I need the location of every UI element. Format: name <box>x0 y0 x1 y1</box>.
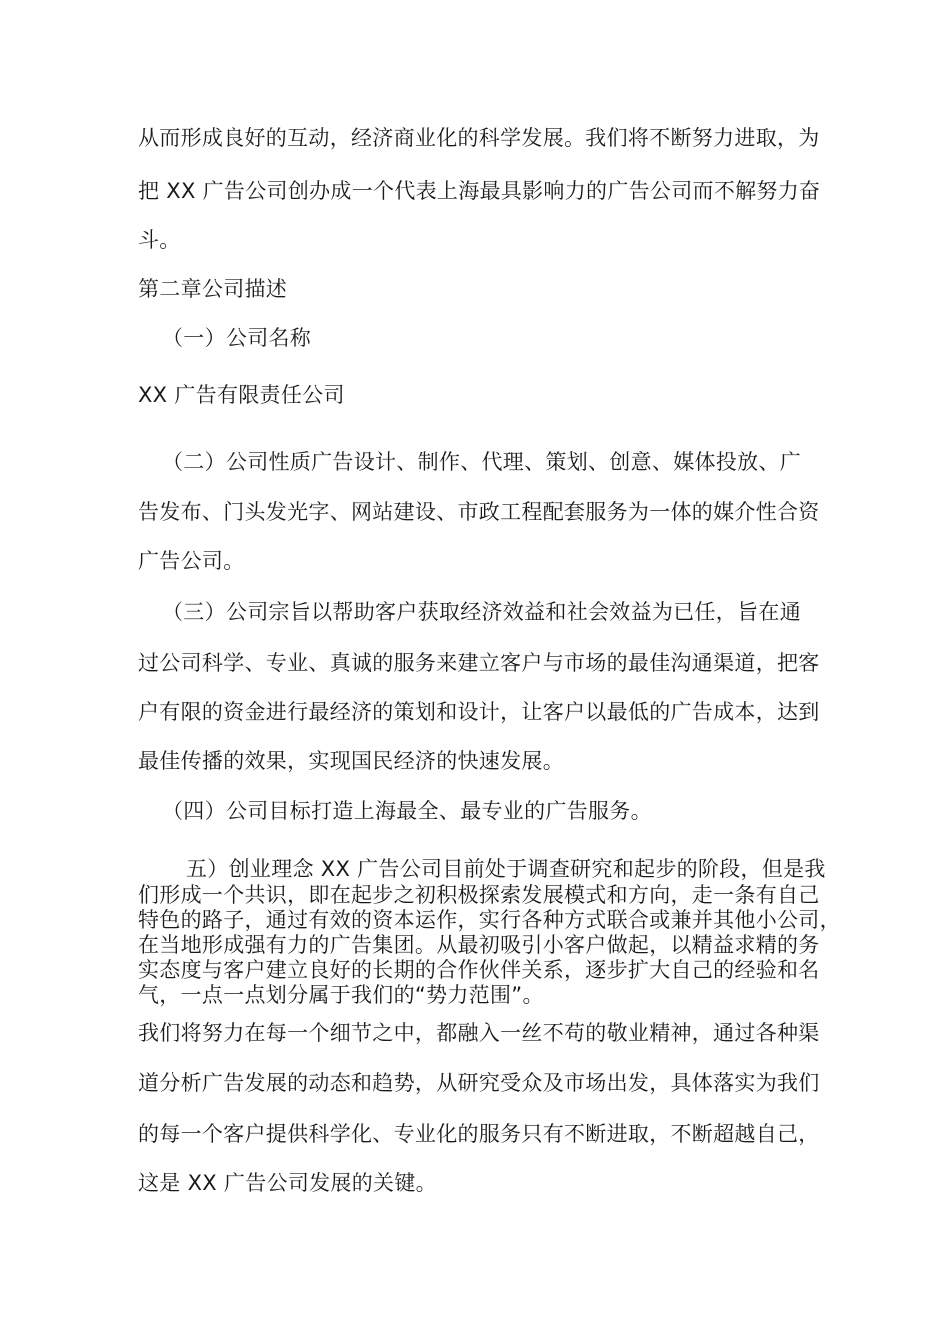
intro-line-3: 斗。 <box>138 228 181 252</box>
section-5-line-3: 特色的路子，通过有效的资本运作，实行各种方式联合或兼并其他小公司， <box>138 908 841 932</box>
closing-line-4: 这是 XX 广告公司发展的关键。 <box>138 1171 437 1195</box>
closing-line-1: 我们将努力在每一个细节之中，都融入一丝不苟的敬业精神，通过各种渠 <box>138 1021 820 1045</box>
closing-line-3: 的每一个客户提供科学化、专业化的服务只有不断进取，不断超越自己， <box>138 1122 820 1146</box>
section-3-line-3: 户有限的资金进行最经济的策划和设计，让客户以最低的广告成本，达到 <box>138 700 820 724</box>
section-2-line-2: 告发布、门头发光字、网站建设、市政工程配套服务为一体的媒介性合资 <box>138 500 820 524</box>
section-5-line-1: 五）创业理念 XX 广告公司目前处于调查研究和起步的阶段，但是我 <box>186 857 826 881</box>
section-5-line-5: 实态度与客户建立良好的长期的合作伙伴关系，逐步扩大自己的经验和名 <box>138 958 820 982</box>
chapter-title: 第二章公司描述 <box>138 277 288 301</box>
section-2-line-1: （二）公司性质广告设计、制作、代理、策划、创意、媒体投放、广 <box>162 450 801 474</box>
company-name: XX 广告有限责任公司 <box>138 383 345 407</box>
section-1-heading: （一）公司名称 <box>162 326 312 350</box>
intro-line-1: 从而形成良好的互动，经济商业化的科学发展。我们将不断努力进取，为 <box>138 126 820 150</box>
section-5-line-2: 们形成一个共识，即在起步之初积极探索发展模式和方向，走一条有自己 <box>138 883 820 907</box>
section-2-line-3: 广告公司。 <box>138 549 245 573</box>
section-4-text: （四）公司目标打造上海最全、最专业的广告服务。 <box>162 799 652 823</box>
section-3-line-4: 最佳传播的效果，实现国民经济的快速发展。 <box>138 749 564 773</box>
closing-line-2: 道分析广告发展的动态和趋势，从研究受众及市场出发，具体落实为我们 <box>138 1071 820 1095</box>
intro-line-2: 把 XX 广告公司创办成一个代表上海最具影响力的广告公司而不解努力奋 <box>138 179 821 203</box>
section-5-line-6: 气，一点一点划分属于我们的“势力范围”。 <box>138 983 544 1007</box>
section-5-line-4: 在当地形成强有力的广告集团。从最初吸引小客户做起，以精益求精的务 <box>138 933 820 957</box>
section-3-line-2: 过公司科学、专业、真诚的服务来建立客户与市场的最佳沟通渠道，把客 <box>138 651 820 675</box>
section-3-line-1: （三）公司宗旨以帮助客户获取经济效益和社会效益为已任，旨在通 <box>162 600 801 624</box>
